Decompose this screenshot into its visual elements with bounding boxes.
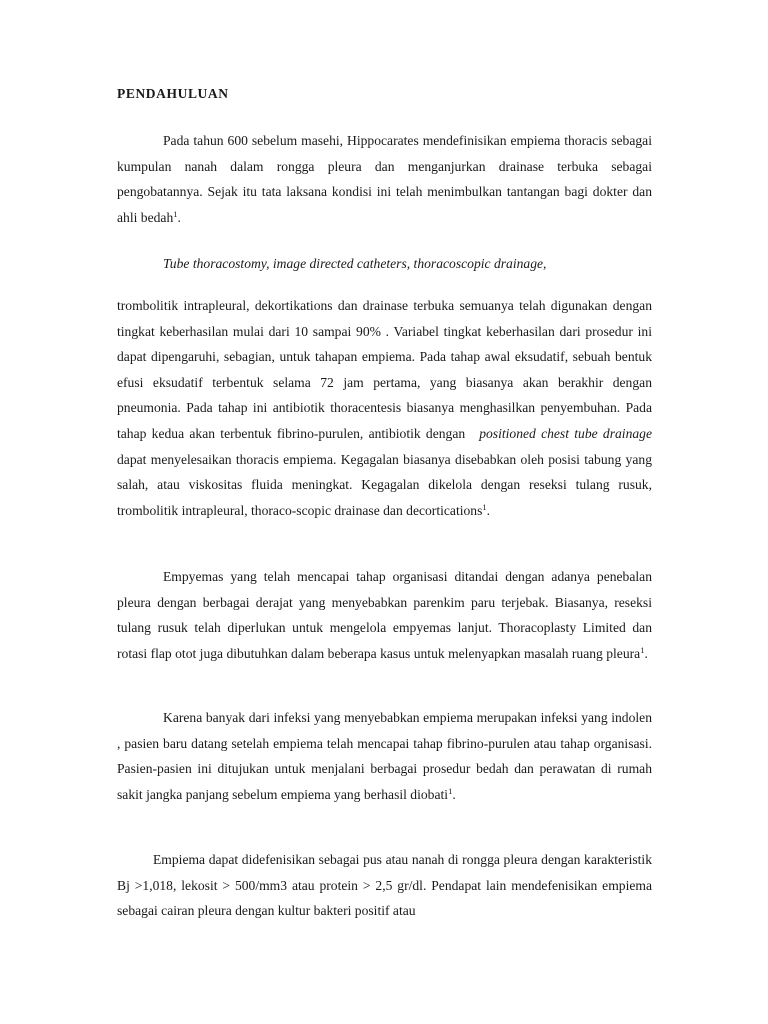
paragraph-5-text: Empiema dapat didefenisikan sebagai pus atau nanah di rongga pleura dengan karakteristik Bj >1,018, lekosit > 500/mm3 atau protein > 2,5 gr/dl. Pendapat lain mendefenisikan empiema sebagai cairan pleura dengan kultur bakteri positif atau [117, 852, 652, 919]
reference-marker: 1 [448, 785, 453, 796]
reference-marker: 1 [173, 208, 178, 219]
italic-methods-line: Tube thoracostomy, image directed catheters, thoracoscopic drainage, [163, 256, 547, 271]
reference-marker: 1 [482, 501, 487, 512]
reference-marker: 1 [640, 644, 645, 655]
paragraph-4-end: . [452, 786, 456, 802]
paragraph-4 [117, 705, 652, 807]
paragraph-3-text: Empyemas yang telah mencapai tahap organisasi ditandai dengan adanya penebalan pleura dengan berbagai derajat yang menyebabkan parenkim paru terjebak. Biasanya, reseksi tulang rusuk telah diperlukan untuk mengelola empyemas lanjut. Thoracoplasty Limited dan rotasi flap otot juga dibutuhkan dalam beberapa kasus untuk melenyapkan masalah ruang pleura [117, 569, 652, 661]
paragraph-1-end: . [177, 209, 181, 225]
paragraph-4-text: Karena banyak dari infeksi yang menyebabkan empiema merupakan infeksi yang indolen , pasien baru datang setelah empiema telah mencapai tahap fibrino-purulen atau tahap organisasi. Pasien-pasien ini ditujukan untuk menjalani berbagai prosedur bedah dan perawatan di rumah sakit jangka panjang sebelum empiema yang berhasil diobati [117, 710, 652, 802]
paragraph-2-end: . [486, 502, 491, 518]
paragraph-1-text: Pada tahun 600 sebelum masehi, Hippocarates mendefinisikan empiema thoracis sebagai kumpulan nanah dalam rongga pleura dan menganjurkan drainase terbuka sebagai pengobatannya. Sejak itu tata laksana kondisi ini telah menimbulkan tantangan bagi dokter dan ahli bedah [117, 133, 652, 225]
paragraph-2-text-a: trombolitik intrapleural, dekortikations dan drainase terbuka semuanya telah digunakan dengan tingkat keberhasilan mulai dari 10 sampai 90% . Variabel tingkat keberhasilan dari prosedur ini dapat dipengaruhi, sebagian, untuk tahapan empiema. Pada tahap awal eksudatif, sebuah bentuk efusi eksudatif terbentuk selama 72 jam pertama, yang biasanya akan berakhir dengan pneumonia. Pada tahap ini antibiotik thoracentesis biasanya menghasilkan penyembuhan. Pada tahap kedua akan terbentuk fibrino-purulen, antibiotik dengan [117, 298, 652, 441]
paragraph-3-end: . [644, 645, 648, 661]
section-heading: PENDAHULUAN [117, 86, 229, 101]
paragraph-3 [117, 564, 652, 666]
paragraph-2-text-b: dapat menyelesaikan thoracis empiema. Kegagalan biasanya disebabkan oleh posisi tabung yang salah, atau viskositas fluida meningkat. Kegagalan dikelola dengan reseksi tulang rusuk, trombolitik intrapleural, thoraco-scopic drainase dan decortications [117, 451, 652, 518]
paragraph-2 [117, 293, 652, 523]
paragraph-2-italic: positioned chest tube drainage [479, 425, 652, 441]
paragraph-5 [117, 847, 652, 924]
paragraph-1 [117, 128, 652, 230]
